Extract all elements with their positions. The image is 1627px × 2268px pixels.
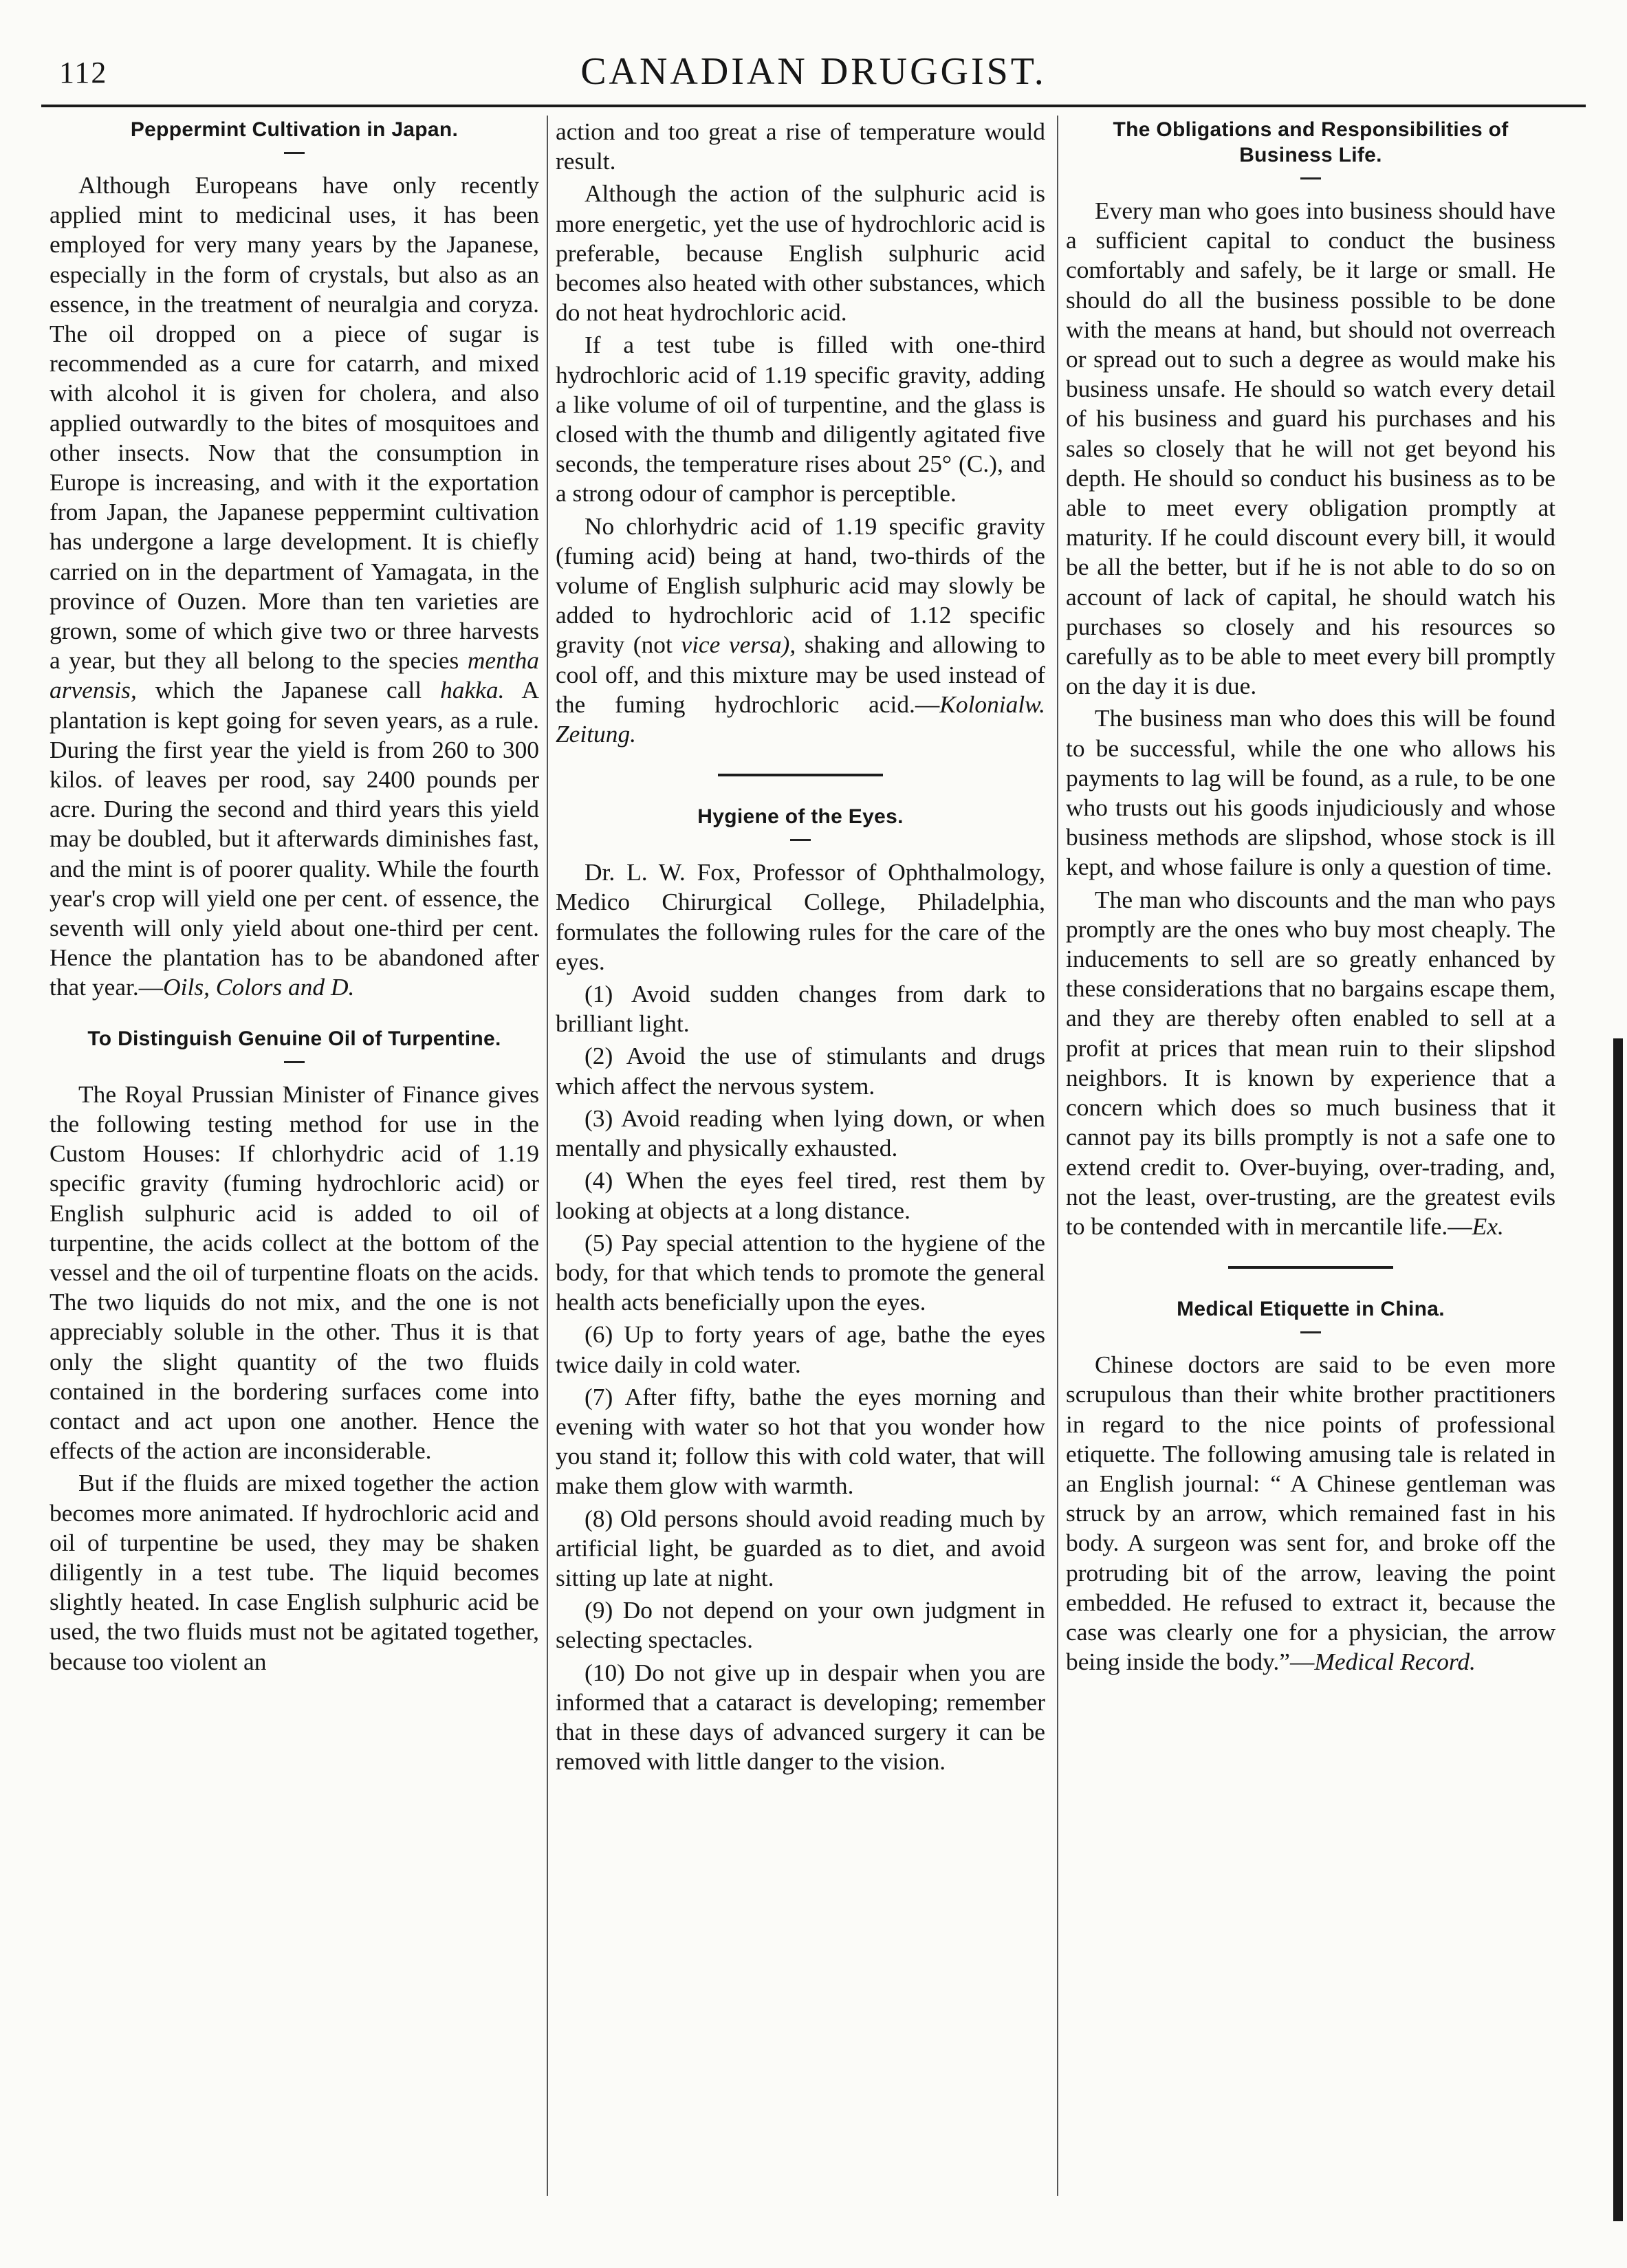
article-title-turpentine: To Distinguish Genuine Oil of Turpentine.: [87, 1027, 501, 1050]
column-middle: [556, 117, 1045, 1779]
paragraph: If a test tube is filled with one-third hydrochloric acid of 1.19 specific gravity, adding a like volume of oil of turpentine, and the glass is closed with the thumb and diligently agitated five seconds, the temperature rises about 25° (C.), and a strong odour of camphor is perceptible.: [556, 331, 1045, 508]
paragraph: Although the action of the sulphuric acid is more energetic, yet the use of hydrochloric acid is preferable, because English sulphuric acid becomes also heated with other substances, which do not heat hydrochloric acid.: [556, 179, 1045, 327]
page-header: [41, 43, 1586, 107]
paragraph: But if the fluids are mixed together the action becomes more animated. If hydrochloric acid and oil of turpentine be used, they may be shaken diligently in a test tube. The liquid becomes slightly heated. In case English sulphuric acid be used, the two fluids must not be agitated together, because too violent an: [50, 1469, 539, 1675]
list-item: (5) Pay special attention to the hygiene of the body, for that which tends to promote the general health acts beneficially upon the eyes.: [556, 1228, 1045, 1316]
article-divider: [718, 774, 883, 776]
column-rule: [547, 116, 548, 2196]
title-dash: [1300, 1331, 1321, 1333]
scan-edge-bar: [1613, 1038, 1623, 2221]
paragraph: The man who discounts and the man who pays promptly are the ones who buy most cheaply. The inducements to sell are so greatly enhanced by these considerations that no bargains escape them, and they are thereby often enabled to sell at a profit at prices that mean ruin to their slipshod neighbors. It is known by experience that a concern which does so much business that it cannot pay its bills promptly is not a safe one to extend credit to. Over-buying, over-trading, and, not the least, over-trusting, are the greatest evils to be contended with in mercantile life.—Ex.: [1066, 885, 1555, 1240]
list-item: (3) Avoid reading when lying down, or when mentally and physically exhausted.: [556, 1104, 1045, 1162]
article-title-etiquette: Medical Etiquette in China.: [1177, 1298, 1445, 1321]
paragraph: Dr. L. W. Fox, Professor of Ophthalmology, Medico Chirurgical College, Philadelphia, formulates the following rules for the care of the eyes.: [556, 858, 1045, 975]
paragraph: The business man who does this will be found to be successful, while the one who allows his payments to lag will be found, as a rule, to be one who trusts out his goods injudiciously and whose business methods are slipshod, whose stock is ill kept, and whose failure is only a question of time.: [1066, 704, 1555, 881]
list-item: (4) When the eyes feel tired, rest them by looking at objects at a long distance.: [556, 1166, 1045, 1224]
list-item: (1) Avoid sudden changes from dark to brilliant light.: [556, 980, 1045, 1038]
page-number: 112: [59, 56, 108, 89]
article-divider: [1228, 1266, 1393, 1269]
source-citation: Oils, Colors and D.: [163, 973, 355, 1001]
list-item: (2) Avoid the use of stimulants and drugs which affect the nervous system.: [556, 1042, 1045, 1100]
column-left: [50, 117, 539, 1679]
title-dash: [790, 839, 811, 841]
journal-title: CANADIAN DRUGGIST.: [580, 50, 1047, 93]
title-dash: [284, 152, 305, 154]
article-title-peppermint: Peppermint Cultivation in Japan.: [130, 118, 459, 141]
list-item: (8) Old persons should avoid reading much by artificial light, be guarded as to diet, and avoid sitting up late at night.: [556, 1504, 1045, 1591]
paragraph: No chlorhydric acid of 1.19 specific gravity (fuming acid) being at hand, two-thirds of the volume of English sulphuric acid may slowly be added to hydrochloric acid of 1.12 specific gravity (not vice versa), shaking and allowing to cool off, and this mixture may be used instead of the fuming hydrochloric acid.—Kolonialw. Zeitung.: [556, 512, 1045, 748]
list-item: (10) Do not give up in despair when you are informed that a cataract is developing; remember that in these days of advanced surgery it can be removed with little danger to the vision.: [556, 1658, 1045, 1776]
paragraph: The Royal Prussian Minister of Finance gives the following testing method for use in the Custom Houses: If chlorhydric acid of 1.19 specific gravity (fuming hydrochloric acid) or English sulphuric acid is added to oil of turpentine, the acids collect at the bottom of the vessel and the oil of turpentine floats on the acids. The two liquids do not mix, and the one is not appreciably soluble in the other. Thus it is that only the slight quantity of the two fluids contained in the bordering surfaces come into contact and act upon one another. Hence the effects of the action are inconsiderable.: [50, 1080, 539, 1465]
article-title-business: The Obligations and Responsibilities of Business Life.: [1113, 118, 1509, 166]
paragraph: Chinese doctors are said to be even more scrupulous than their white brother practitioners in regard to the nice points of professional etiquette. The following amusing tale is related in an English journal: “ A Chinese gentleman was struck by an arrow, which remained fast in his body. A surgeon was sent for, and broke off the protruding bit of the arrow, leaving the point embedded. He refused to extract it, because the case was clearly one for a physician, the arrow being inside the body.”—Medical Record.: [1066, 1351, 1555, 1676]
source-citation: Kolonialw. Zeitung.: [556, 690, 1045, 748]
title-dash: [284, 1061, 305, 1063]
source-citation: Medical Record.: [1314, 1648, 1476, 1676]
paragraph: Every man who goes into business should have a sufficient capital to conduct the business comfortably and safely, be it large or small. He should do all the business possible to be done with the means at hand, but should not overreach or spread out to such a degree as would make his business unsafe. He should so watch every detail of his business and guard his purchases and his sales so closely that he will not get beyond his depth. He should so conduct his business as to be able to meet every obligation promptly at maturity. If he could discount every bill, it would be all the better, but if he is not able to do so on account of lack of capital, he should watch his purchases so closely and his resources so carefully as to be able to meet every bill promptly on the day it is due.: [1066, 197, 1555, 700]
paragraph: action and too great a rise of temperature would result.: [556, 118, 1045, 175]
article-title-eyes: Hygiene of the Eyes.: [697, 805, 904, 829]
list-item: (7) After fifty, bathe the eyes morning and evening with water so hot that you wonder how you stand it; follow this with cold water, that will make them glow with warmth.: [556, 1382, 1045, 1500]
title-dash: [1300, 177, 1321, 179]
column-rule: [1057, 116, 1058, 2196]
list-item: (9) Do not depend on your own judgment in selecting spectacles.: [556, 1596, 1045, 1654]
list-item: (6) Up to forty years of age, bathe the eyes twice daily in cold water.: [556, 1320, 1045, 1378]
paragraph: Although Europeans have only recently applied mint to medicinal uses, it has been employed for very many years by the Japanese, especially in the form of crystals, but also as an essence, in the treatment of neuralgia and coryza. The oil dropped on a piece of sugar is recommended as a cure for catarrh, and mixed with alcohol it is given for cholera, and also applied outwardly to the bites of mosquitoes and other insects. Now that the consumption in Europe is increasing, and with it the exportation from Japan, the Japanese peppermint cultivation has undergone a large development. It is chiefly carried on in the department of Yamagata, in the province of Ouzen. More than ten varieties are grown, some of which give two or three harvests a year, but they all belong to the species mentha arvensis, which the Japanese call hakka. A plantation is kept going for seven years, as a rule. During the first year the yield is from 260 to 300 kilos. of leaves per rood, say 2400 pounds per acre. During the second and third years this yield may be doubled, but it afterwards diminishes fast, and the mint is of poorer quality. While the fourth year's crop will yield one per cent. of essence, the seventh will only yield about one-third per cent. Hence the plantation has to be abandoned after that year.—Oils, Colors and D.: [50, 171, 539, 1001]
source-citation: Ex.: [1472, 1212, 1504, 1240]
column-right: [1066, 117, 1555, 1679]
